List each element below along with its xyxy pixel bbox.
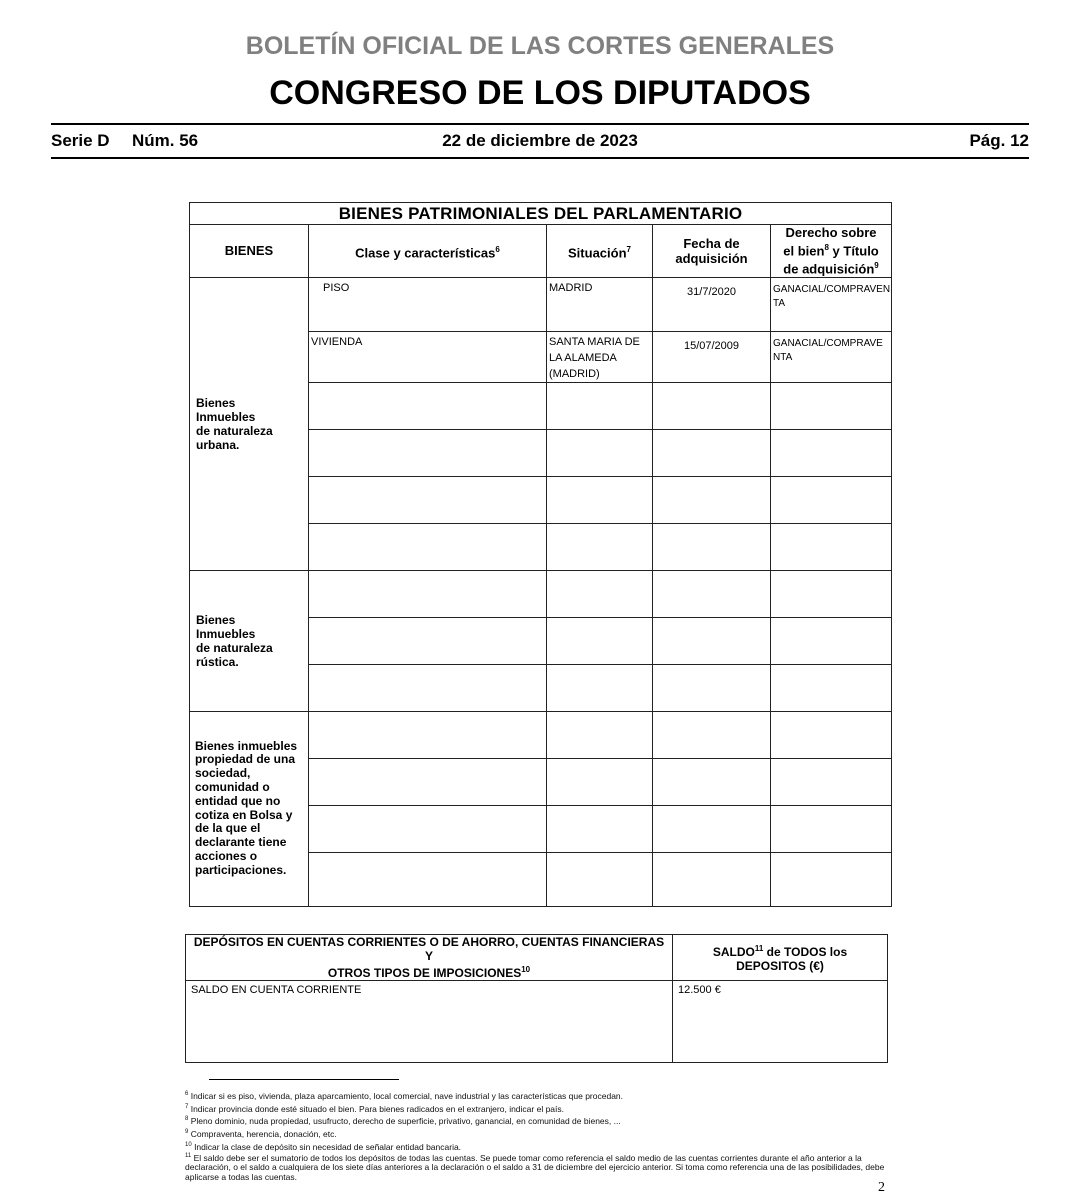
table-row xyxy=(186,981,888,1063)
row2-situacion: SANTA MARIA DE LA ALAMEDA (MADRID) xyxy=(549,335,640,380)
col-header-clase: Clase y características$^6$ xyxy=(309,225,547,278)
deposit-concept: SALDO EN CUENTA CORRIENTE xyxy=(186,981,673,1063)
table-row xyxy=(190,570,892,617)
issue-date: 22 de diciembre de 2023 xyxy=(442,131,638,150)
deposit-amount: 12.500 € xyxy=(673,981,888,1063)
footnotes xyxy=(185,1089,890,1182)
footnote-6: $^6$ Indicar si es piso, vivienda, plaza aparcamiento, local comercial, nave industrial y las características que procedan. xyxy=(185,1090,624,1101)
footnote-9: $^9$ Compraventa, herencia, donación, etc. xyxy=(185,1128,337,1139)
col-header-derecho: Derecho sobre el bien$^8$ y Título de adquisición$^9$ xyxy=(771,225,892,278)
table-row xyxy=(190,277,892,331)
serie-label: Serie D xyxy=(51,131,110,150)
issue-number: Núm. 56 xyxy=(132,131,199,150)
assets-table-title: BIENES PATRIMONIALES DEL PARLAMENTARIO xyxy=(190,203,892,225)
issue-bar xyxy=(51,123,1029,159)
category-urbana: Bienes Inmuebles de naturaleza urbana. xyxy=(190,277,309,570)
row1-situacion: MADRID xyxy=(549,281,593,294)
category-sociedad: Bienes inmuebles propiedad de una sociedad, comunidad o entidad que no cotiza en Bolsa y de la que el declarante tiene acciones o participaciones. xyxy=(190,711,309,906)
col-header-fecha: Fecha de adquisición xyxy=(653,225,771,278)
chamber-title: CONGRESO DE LOS DIPUTADOS xyxy=(269,74,811,112)
assets-table xyxy=(189,202,892,907)
col-header-bienes: BIENES xyxy=(190,225,309,278)
row1-derecho: GANACIAL/COMPRAVEN TA xyxy=(773,283,891,309)
row2-fecha: 15/07/2009 xyxy=(683,339,740,352)
footnote-11: $^{11}$ El saldo debe ser el sumatorio de todos los depósitos de todas las cuentas. Se puede tomar como referencia el saldo medio de las cuentas corrientes durante el año anterior a la declaración, o el saldo a cualquiera de los siete días anteriores a la declaración o el saldo a 31 de diciembre del ejercicio anterior. Si toma como referencia una de las posibilidades, debe aplicarse a todas las cuentas. xyxy=(185,1152,885,1182)
page-label: Pág. 12 xyxy=(969,131,1029,150)
row2-clase: VIVIENDA xyxy=(311,335,363,348)
footnote-divider xyxy=(209,1079,399,1080)
col-header-situacion: Situación$^7$ xyxy=(547,225,653,278)
footnote-8: $^8$ Pleno dominio, nuda propiedad, usufructo, derecho de superficie, privativo, ganancial, en comunidad de bienes, ... xyxy=(185,1116,621,1127)
category-rustica: Bienes Inmuebles de naturaleza rústica. xyxy=(190,570,309,711)
row1-fecha: 31/7/2020 xyxy=(687,285,736,298)
footnote-7: $^7$ Indicar provincia donde esté situado el bien. Para bienes radicados en el extranjero, indicar el país. xyxy=(185,1103,565,1114)
deposits-table xyxy=(185,934,888,1063)
deposits-header: DEPÓSITOS EN CUENTAS CORRIENTES O DE AHORRO, CUENTAS FINANCIERAS Y OTROS TIPOS DE IMPOSICIONES$^{10}$ xyxy=(186,935,673,981)
row1-clase: PISO xyxy=(323,281,350,294)
table-header-row xyxy=(190,225,892,278)
boletin-title: BOLETÍN OFICIAL DE LAS CORTES GENERALES xyxy=(245,32,835,60)
table-row xyxy=(190,711,892,758)
page-number: 2 xyxy=(878,1180,885,1195)
footnote-10: $^{10}$ Indicar la clase de depósito sin necesidad de señalar entidad bancaria. xyxy=(185,1141,462,1152)
row2-derecho: GANACIAL/COMPRAVE NTA xyxy=(773,337,883,363)
saldo-header: SALDO$^{11}$ de TODOS los DEPOSITOS (€) xyxy=(673,935,888,981)
